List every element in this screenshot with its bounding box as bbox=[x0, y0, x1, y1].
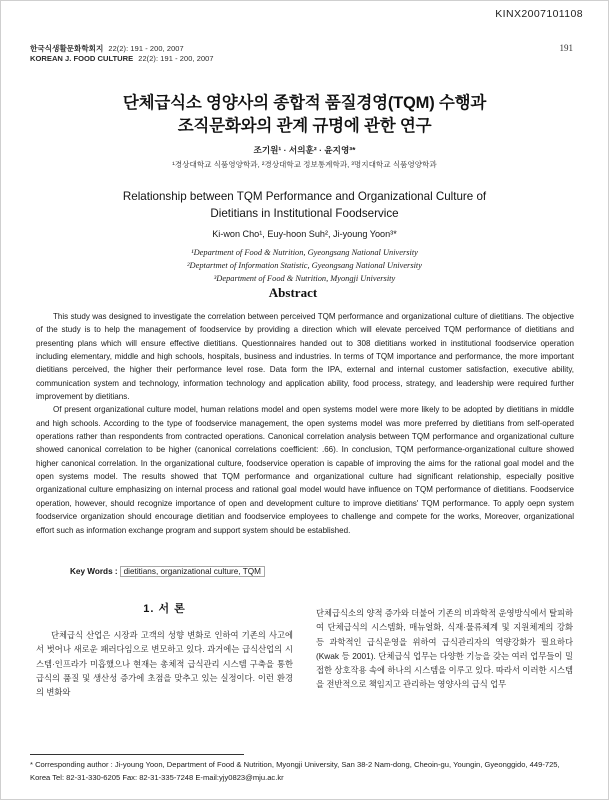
footnote-rule bbox=[30, 754, 244, 755]
abstract-heading: Abstract bbox=[268, 285, 318, 300]
section-heading-introduction: 1. 서 론 bbox=[143, 603, 186, 615]
authors-korean: 조기원¹ · 서의훈² · 윤지영³* bbox=[253, 145, 356, 155]
journal-name-korean: 한국식생활문화학회지 bbox=[30, 44, 104, 53]
footnote-line-1: * Corresponding author : Ji-young Yoon, Department of Food & Nutrition, Myongji University, San 38-2 Nam-dong, Cheoin-gu, Youngin, Gyeonggido, 449-725, bbox=[30, 760, 560, 770]
affiliations-korean: ¹경상대학교 식품영양학과, ²경상대학교 정보통계학과, ³명지대학교 식품영양학과 bbox=[172, 160, 437, 169]
footnote-line-2: Korea Tel: 82-31-330-6205 Fax: 82-31-335-7248 E-mail:yjy0823@mju.ac.kr bbox=[30, 772, 284, 782]
running-head-korean bbox=[30, 44, 214, 54]
journal-name-english: KOREAN J. FOOD CULTURE bbox=[30, 53, 134, 63]
abstract-paragraph-2: Of present organizational culture model, human relations model and open systems model were more likely to be adopted by dietitians in middle and high schools. According to the type of foodservice management, the open systems model was more preferred by dietitians from self-operated operations rather than respondents from contracted operations. Canonical correlation analysis between TQM performance and organizational culture showed canonical correlation to be higher (canonical correlations coefficient: .66). In conclusion, TQM performance-organizational culture showed higher canonical correlation. In the organizational culture, foodservice operation is capable of improving the aims for the rational goal model and the open systems model. The results showed that TQM performance and organizational culture had significant relationship, especially positive organizational culture emphasizing on internal process and rational goal model would have influence on TQM performance of dietitians. Foodservice operation, however, should recognize importance of open and development culture to improve dietitians' TQM performance. To apply oepn system foodservice organization should encourage dietitian and foodservice employees to challenge and compete for the works, Moreover, organizational effort such as information exchange program and support system should be established. bbox=[36, 405, 574, 535]
scan-id-label: KINX2007101108 bbox=[495, 8, 583, 20]
body-paragraph-right: 단체급식소의 양적 증가와 더불어 기존의 비과학적 운영방식에서 탈피하여 단체급식의 시스템화, 매뉴얼화, 식재·물류체계 및 지원체계의 강화 등 과학적인 급식운영을 위하여 급식관리자의 역량강화가 필요하다(Kwak 등 2001). 단체급식 업무는 다양한 기능을 갖는 여러 업무들이 밀접한 상호작용 속에 하나의 시스템을 이루고 있다. 따라서 이러한 시스템을 전반적으로 책임지고 관리하는 영양사의 급식 업무 bbox=[316, 608, 573, 690]
running-head-english bbox=[30, 54, 214, 64]
body-column-left bbox=[36, 628, 293, 699]
authors-english: Ki-won Cho¹, Euy-hoon Suh², Ji-young Yoon³* bbox=[212, 229, 397, 239]
page-title-english bbox=[60, 188, 549, 223]
page-number: 191 bbox=[559, 43, 573, 53]
running-head bbox=[30, 44, 214, 63]
abstract-body bbox=[36, 310, 574, 537]
affiliation-english-1: ¹Department of Food & Nutrition, Gyeongsang National University bbox=[191, 248, 418, 257]
abstract-paragraph-1: This study was designed to investigate the correlation between perceived TQM performance and organizational culture of dietitians. The objective of the study is to help the management of foodservice by providing a direction which will elevate perceived TQM performance of dietitians and presenting plans which will ensure effective dietitians. Questionnaires handed out to 308 dietitians worked in institutional foodservice operation including elementary, middle and high schools, hospitals, business and industries. In terms of TQM importance and performance, the more important dietitians perceived, the higher their performance level rose. Data form the IPA, external and internal customer satisfaction, executive ability, communication system and technology, information technology and application ability, food process, strategy, and leadership were required further improvement by dietitians. bbox=[36, 312, 574, 402]
journal-citation-korean: 22(2): 191 - 200, 2007 bbox=[108, 44, 184, 53]
body-column-right bbox=[316, 606, 573, 692]
affiliation-english-3: ³Department of Food & Nutrition, Myongji University bbox=[213, 274, 396, 284]
keywords-values: dietitians, organizational culture, TQM bbox=[120, 566, 265, 577]
affiliations-english bbox=[0, 246, 609, 285]
journal-citation-english: 22(2): 191 - 200, 2007 bbox=[138, 53, 214, 63]
title-english-line-2: Dietitians in Institutional Foodservice bbox=[210, 207, 399, 221]
keywords-label: Key Words : bbox=[70, 567, 118, 576]
title-korean-line-1: 단체급식소 영양사의 종합적 품질경영(TQM) 수행과 bbox=[122, 94, 487, 112]
title-english-line-1: Relationship between TQM Performance and Organizational Culture of bbox=[122, 190, 487, 203]
title-korean-line-2: 조직문화와의 관계 규명에 관한 연구 bbox=[177, 117, 432, 136]
page-title-korean bbox=[0, 92, 609, 139]
keywords-line bbox=[70, 567, 265, 576]
corresponding-author-footnote bbox=[30, 754, 576, 784]
affiliation-english-2: ²Deptartmet of Information Statistic, Gyeongsang National University bbox=[187, 261, 422, 271]
body-paragraph-left: 단체급식 산업은 시장과 고객의 성향 변화로 인하여 기존의 사고에서 벗어나 새로운 패러다임으로 변모하고 있다. 과거에는 급식산업의 시스템·인프라가 미흡했으나 현재는 총체적 급식관리 시스템 구축을 통한 급식의 품질 및 생산성 증가에 초점을 맞추고 있는 실정이다. 이런 환경의 변화와 bbox=[36, 630, 293, 698]
